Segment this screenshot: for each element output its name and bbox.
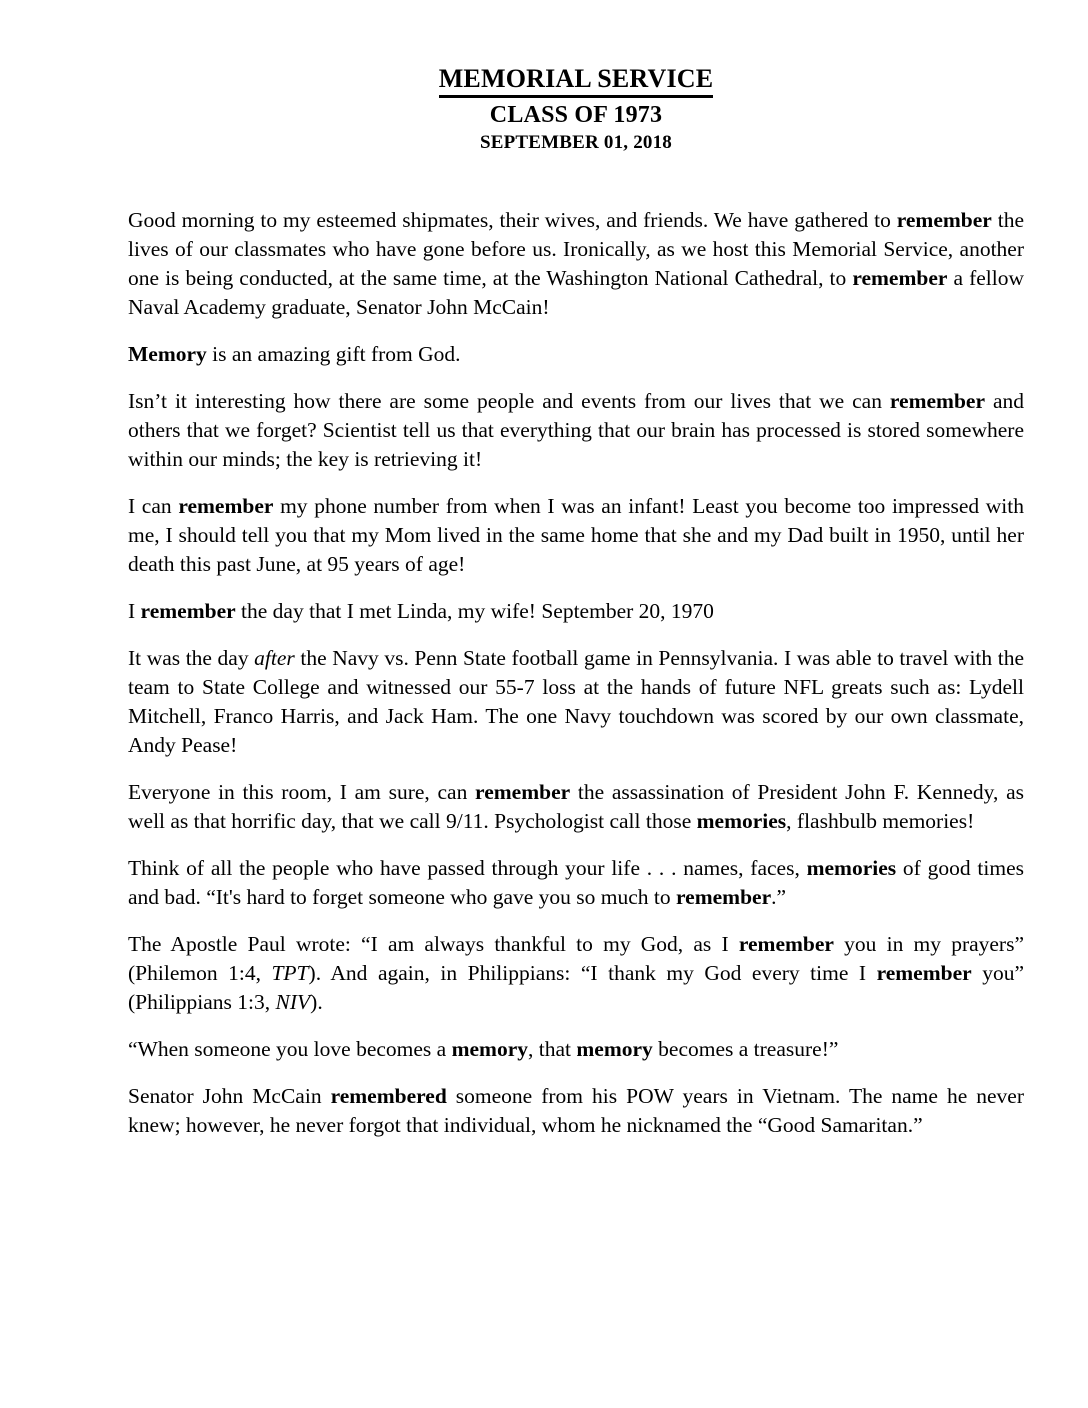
paragraph: I can remember my phone number from when I was an infant! Least you become too impressed with me, I should tell you that my Mom lived in the same home that she and my Dad built in 1950, until her death this past June, at 95 years of age! [128, 494, 1024, 576]
document-header [128, 0, 1024, 154]
bold-run: remembered [330, 1084, 447, 1108]
paragraph: The Apostle Paul wrote: “I am always thankful to my God, as I remember you in my prayers” (Philemon 1:4, TPT). And again, in Philippians: “I thank my God every time I remember you” (Philippians 1:3, NIV). [128, 932, 1025, 1014]
document-title [128, 64, 1024, 98]
italic-run: after [254, 646, 295, 670]
bold-run: remember [475, 780, 571, 804]
italic-run: NIV [275, 990, 311, 1014]
document-date: SEPTEMBER 01, 2018 [479, 132, 673, 153]
paragraph: Isn’t it interesting how there are some people and events from our lives that we can remember and others that we forget? Scientist tell us that everything that our brain has processed is stored somewhere within our minds; the key is retrieving it! [128, 389, 1025, 471]
bold-run: remember [738, 932, 834, 956]
bold-run: Memory [128, 342, 207, 366]
bold-run: remember [178, 494, 274, 518]
paragraph: Think of all the people who have passed through your life . . . names, faces, memories of good times and bad. “It's hard to forget someone who gave you so much to remember.” [128, 856, 1024, 909]
document-subtitle: CLASS OF 1973 [489, 102, 663, 128]
bold-run: memory [576, 1037, 653, 1061]
bold-run: remember [676, 885, 772, 909]
paragraph: I remember the day that I met Linda, my wife! September 20, 1970 [128, 599, 714, 623]
paragraph: “When someone you love becomes a memory, that memory becomes a treasure!” [128, 1037, 839, 1061]
document-body [128, 206, 1024, 1140]
bold-run: remember [140, 599, 236, 623]
bold-run: memory [451, 1037, 528, 1061]
bold-run: memories [696, 809, 787, 833]
paragraph: Senator John McCain remembered someone from his POW years in Vietnam. The name he never knew; however, he never forgot that individual, whom he nicknamed the “Good Samaritan.” [128, 1084, 1024, 1137]
bold-run: remember [889, 389, 986, 413]
italic-run: TPT [271, 961, 309, 985]
paragraph: Memory is an amazing gift from God. [128, 342, 461, 366]
bold-run: memories [806, 856, 897, 880]
paragraph: Everyone in this room, I am sure, can remember the assassination of President John F. Kennedy, as well as that horrific day, that we call 9/11. Psychologist call those memories, flashbulb memories! [128, 780, 1024, 833]
bold-run: remember [896, 208, 992, 232]
document-title-text: MEMORIAL SERVICE [439, 64, 714, 98]
paragraph: Good morning to my esteemed shipmates, their wives, and friends. We have gathered to remember the lives of our classmates who have gone before us. Ironically, as we host this Memorial Service, another one is being conducted, at the same time, at the Washington National Cathedral, to remember a fellow Naval Academy graduate, Senator John McCain! [128, 208, 1024, 319]
bold-run: remember [876, 961, 972, 985]
bold-run: remember [852, 266, 948, 290]
paragraph: It was the day after the Navy vs. Penn State football game in Pennsylvania. I was able to travel with the team to State College and witnessed our 55-7 loss at the hands of future NFL greats such as: Lydell Mitchell, Franco Harris, and Jack Ham. The one Navy touchdown was scored by our own classmate, Andy Pease! [128, 646, 1024, 757]
